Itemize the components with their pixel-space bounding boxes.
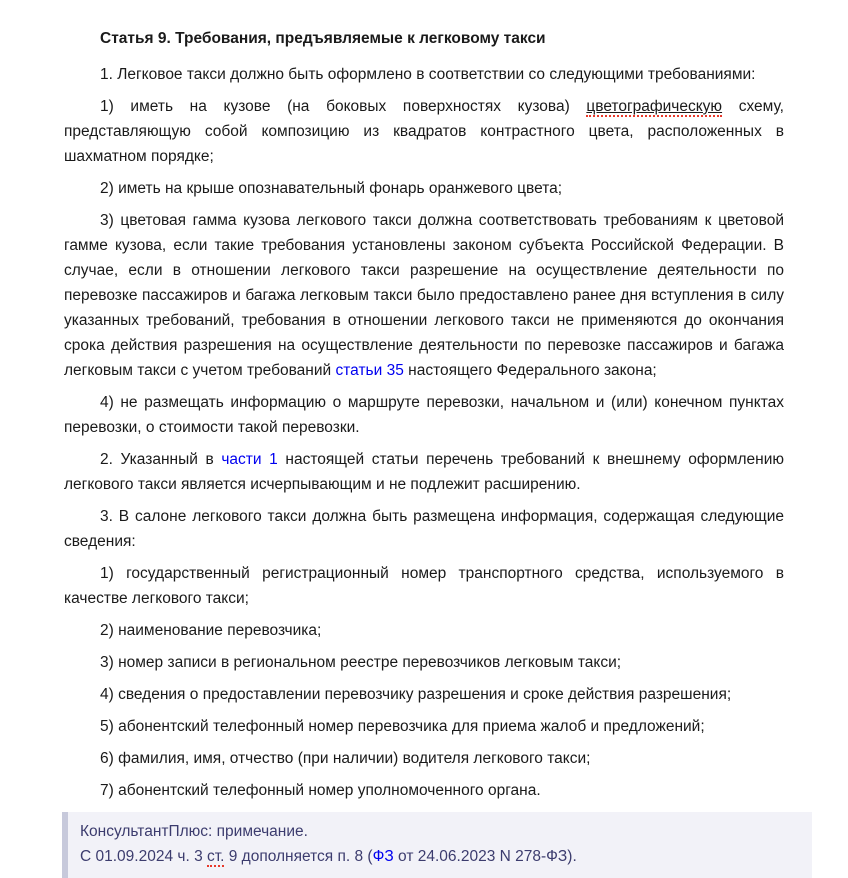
paragraph — [64, 618, 784, 643]
paragraph — [64, 504, 784, 554]
spellcheck-word-cvetograficheskuyu: цветографическую — [586, 98, 723, 115]
paragraph — [64, 682, 784, 707]
note-text — [80, 844, 798, 869]
paragraph — [64, 176, 784, 201]
paragraph — [64, 778, 784, 803]
text-segment: настоящего Федерального закона; — [403, 362, 657, 379]
paragraph — [64, 94, 784, 169]
text-segment: С 01.09.2024 ч. 3 — [80, 848, 207, 865]
paragraph — [64, 561, 784, 611]
text-segment: от 24.06.2023 N 278-ФЗ). — [393, 848, 577, 865]
paragraph — [64, 714, 784, 739]
text-segment: настоящей статьи перечень требований к внешнему оформлению легкового такси является исчерпывающим и не подлежит расширению. — [64, 451, 784, 493]
text-segment: 4) сведения о предоставлении перевозчику разрешения и сроке действия разрешения; — [100, 686, 732, 703]
document-body — [64, 62, 784, 803]
text-segment: 1) государственный регистрационный номер транспортного средства, используемого в качестве легкового такси; — [64, 565, 784, 607]
text-segment: 4) не размещать информацию о маршруте перевозки, начальном и (или) конечном пунктах перевозки, о стоимости такой перевозки. — [64, 394, 784, 436]
text-segment: схему, представляющую собой композицию из квадратов контрастного цвета, расположенных в шахматном порядке; — [64, 98, 784, 165]
paragraph — [64, 746, 784, 771]
spellcheck-word-st: ст. — [207, 848, 225, 865]
link-part-1[interactable]: части 1 — [221, 451, 278, 468]
paragraph — [64, 650, 784, 675]
note-heading: КонсультантПлюс: примечание. — [80, 823, 308, 840]
text-segment: 5) абонентский телефонный номер перевозчика для приема жалоб и предложений; — [100, 718, 705, 735]
text-segment: 6) фамилия, имя, отчество (при наличии) водителя легкового такси; — [100, 750, 591, 767]
link-fz-278[interactable]: ФЗ — [372, 848, 394, 865]
text-segment: 1. Легковое такси должно быть оформлено в соответствии со следующими требованиями: — [100, 66, 756, 83]
text-segment: 1) иметь на кузове (на боковых поверхностях кузова) — [100, 98, 587, 115]
paragraph — [64, 62, 784, 87]
text-segment: 3) цветовая гамма кузова легкового такси должна соответствовать требованиям к цветовой гамме кузова, если такие требования установлены законом субъекта Российской Федерации. В случае, если в отношении легкового такси разрешение на осуществление деятельности по перевозке пассажиров и багажа легковым такси было предоставлено ранее дня вступления в силу указанных требований, требования в отношении легкового такси не применяются до окончания срока действия разрешения на осуществление деятельности по перевозке пассажиров и багажа легковым такси с учетом требований — [64, 212, 784, 379]
text-segment: 2) иметь на крыше опознавательный фонарь оранжевого цвета; — [100, 180, 563, 197]
article-title: Статья 9. Требования, предъявляемые к легковому такси — [100, 30, 546, 47]
text-segment: 3. В салоне легкового такси должна быть размещена информация, содержащая следующие сведения: — [64, 508, 784, 550]
text-segment: 2) наименование перевозчика; — [100, 622, 322, 639]
paragraph — [64, 447, 784, 497]
text-segment: 7) абонентский телефонный номер уполномоченного органа. — [100, 782, 541, 799]
consultant-note — [62, 812, 812, 878]
text-segment: 2. Указанный в — [100, 451, 222, 468]
text-segment: 3) номер записи в региональном реестре перевозчиков легковым такси; — [100, 654, 622, 671]
text-segment: 9 дополняется п. 8 ( — [224, 848, 373, 865]
paragraph — [64, 208, 784, 383]
link-article-35[interactable]: статьи 35 — [335, 362, 404, 379]
paragraph — [64, 390, 784, 440]
